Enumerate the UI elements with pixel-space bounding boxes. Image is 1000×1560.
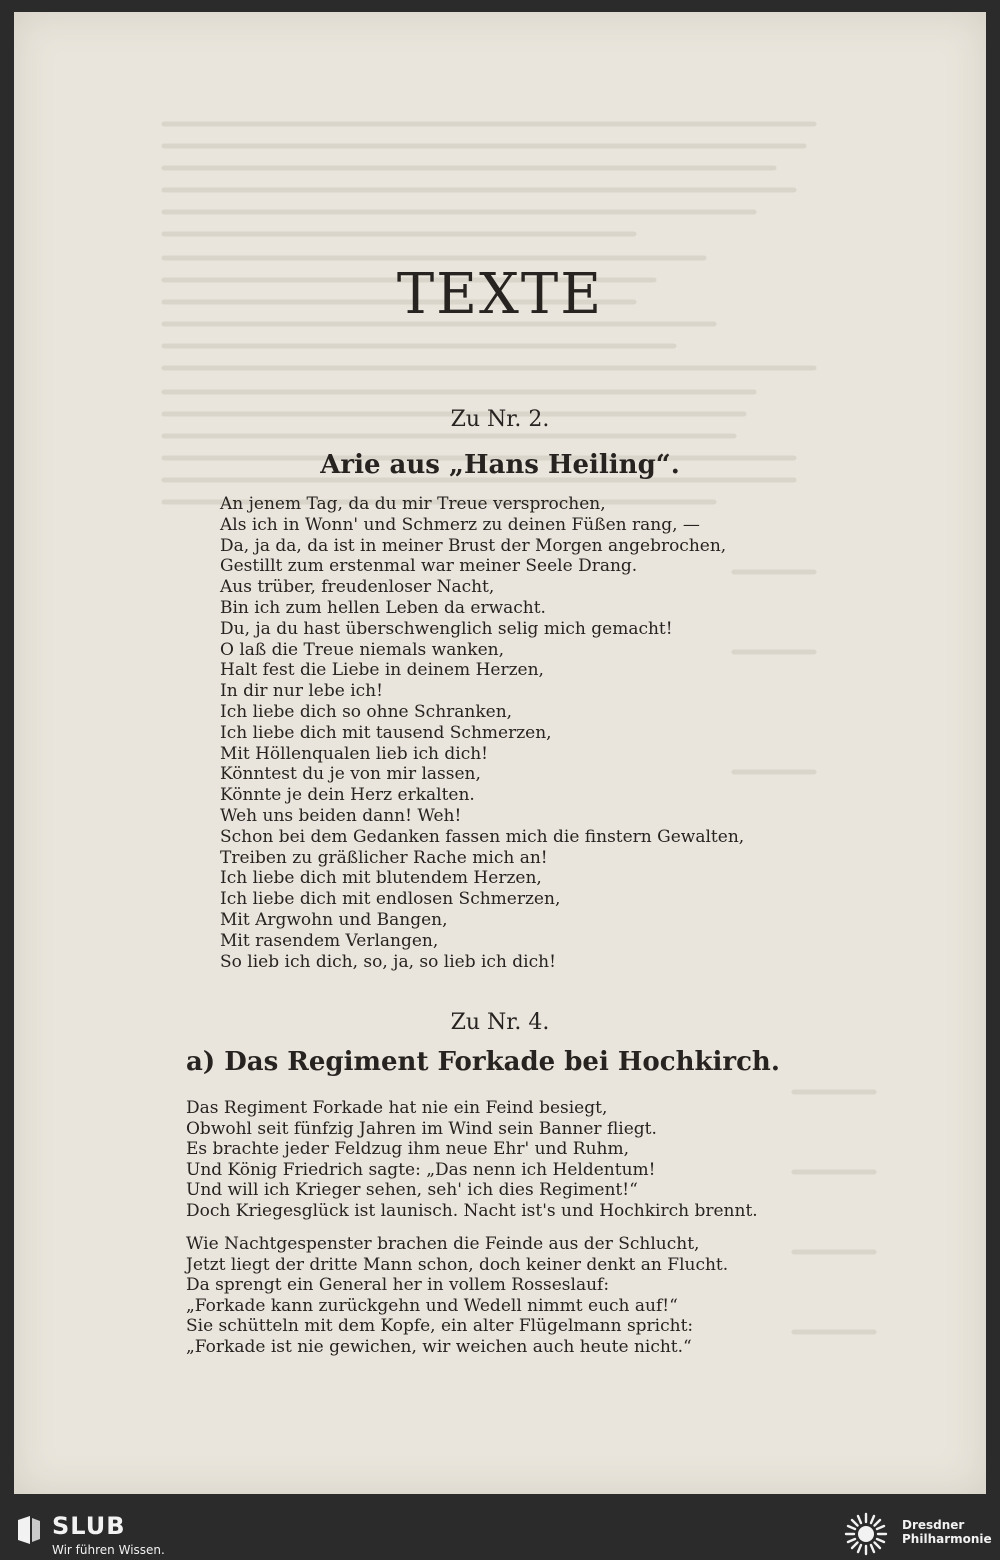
verse-line: So lieb ich dich, so, ja, so lieb ich dich! [220, 951, 556, 972]
library-name: SLUB [52, 1512, 126, 1540]
partner-name-line2: Philharmonie [902, 1532, 992, 1546]
partner-name-line1: Dresdner [902, 1518, 965, 1532]
verse-line: Ich liebe dich mit blutendem Herzen, [220, 868, 542, 889]
verse-line: Ich liebe dich mit tausend Schmerzen, [220, 722, 552, 743]
verse-line: „Forkade ist nie gewichen, wir weichen auch heute nicht.“ [186, 1336, 692, 1357]
footer-bar [0, 1508, 1000, 1560]
verse-line: Jetzt liegt der dritte Mann schon, doch keiner denkt an Flucht. [186, 1254, 729, 1275]
verse-line: Und will ich Krieger sehen, seh' ich dies Regiment!“ [186, 1180, 638, 1201]
verse-line: Schon bei dem Gedanken fassen mich die finstern Gewalten, [220, 826, 745, 847]
sunburst-logo-icon [842, 1510, 890, 1558]
section-number: Zu Nr. 2. [450, 407, 550, 432]
verse-block [186, 1234, 728, 1358]
verse-line: „Forkade kann zurückgehn und Wedell nimmt euch auf!“ [186, 1295, 678, 1316]
verse-line: In dir nur lebe ich! [220, 681, 383, 702]
verse-line: Wie Nachtgespenster brachen die Feinde aus der Schlucht, [186, 1234, 700, 1254]
verse-line: Mit Argwohn und Bangen, [220, 909, 448, 930]
verse-line: Mit Höllenqualen lieb ich dich! [220, 743, 488, 764]
library-tagline: Wir führen Wissen. [52, 1543, 165, 1557]
verse-line: Treiben zu gräßlicher Rache mich an! [220, 847, 548, 868]
verse-block [220, 494, 744, 972]
verse-line: Ich liebe dich so ohne Schranken, [220, 701, 513, 722]
verse-line: Du, ja du hast überschwenglich selig mich gemacht! [220, 618, 673, 639]
verse-line: Da, ja da, da ist in meiner Brust der Morgen angebrochen, [220, 535, 727, 556]
verse-line: Doch Kriegesglück ist launisch. Nacht ist's und Hochkirch brennt. [186, 1200, 758, 1221]
verse-line: Und König Friedrich sagte: „Das nenn ich Heldentum! [186, 1159, 656, 1180]
verse-line: O laß die Treue niemals wanken, [220, 639, 505, 660]
verse-line: Obwohl seit fünfzig Jahren im Wind sein Banner fliegt. [186, 1118, 657, 1139]
verse-block [186, 1098, 758, 1222]
verse-line: Mit rasendem Verlangen, [220, 930, 439, 951]
verse-line: Das Regiment Forkade hat nie ein Feind besiegt, [186, 1098, 608, 1118]
verse-line: Gestillt zum erstenmal war meiner Seele Drang. [220, 556, 638, 577]
verse-line: Als ich in Wonn' und Schmerz zu deinen Füßen rang, — [220, 514, 700, 535]
section-number: Zu Nr. 4. [450, 1010, 550, 1035]
slub-logo-icon [14, 1514, 44, 1546]
verse-line: Ich liebe dich mit endlosen Schmerzen, [220, 889, 561, 910]
section-heading: a) Das Regiment Forkade bei Hochkirch. [186, 1047, 780, 1077]
verse-line: Könnte je dein Herz erkalten. [220, 785, 475, 806]
partner-name [902, 1518, 992, 1546]
verse-line: Weh uns beiden dann! Weh! [220, 805, 462, 826]
verse-line: An jenem Tag, da du mir Treue versprochen, [220, 494, 606, 514]
verse-line: Halt fest die Liebe in deinem Herzen, [220, 660, 544, 681]
verse-line: Könntest du je von mir lassen, [220, 764, 481, 785]
page-title: TEXTE [396, 262, 604, 327]
verse-line: Sie schütteln mit dem Kopfe, ein alter Flügelmann spricht: [186, 1316, 694, 1337]
verse-line: Es brachte jeder Feldzug ihm neue Ehr' und Ruhm, [186, 1139, 629, 1160]
verse-line: Aus trüber, freudenloser Nacht, [220, 577, 495, 598]
document-page [14, 12, 986, 1494]
verse-line: Bin ich zum hellen Leben da erwacht. [220, 597, 546, 618]
section-heading: Arie aus „Hans Heiling“. [320, 450, 680, 480]
verse-line: Da sprengt ein General her in vollem Rosseslauf: [186, 1275, 610, 1296]
